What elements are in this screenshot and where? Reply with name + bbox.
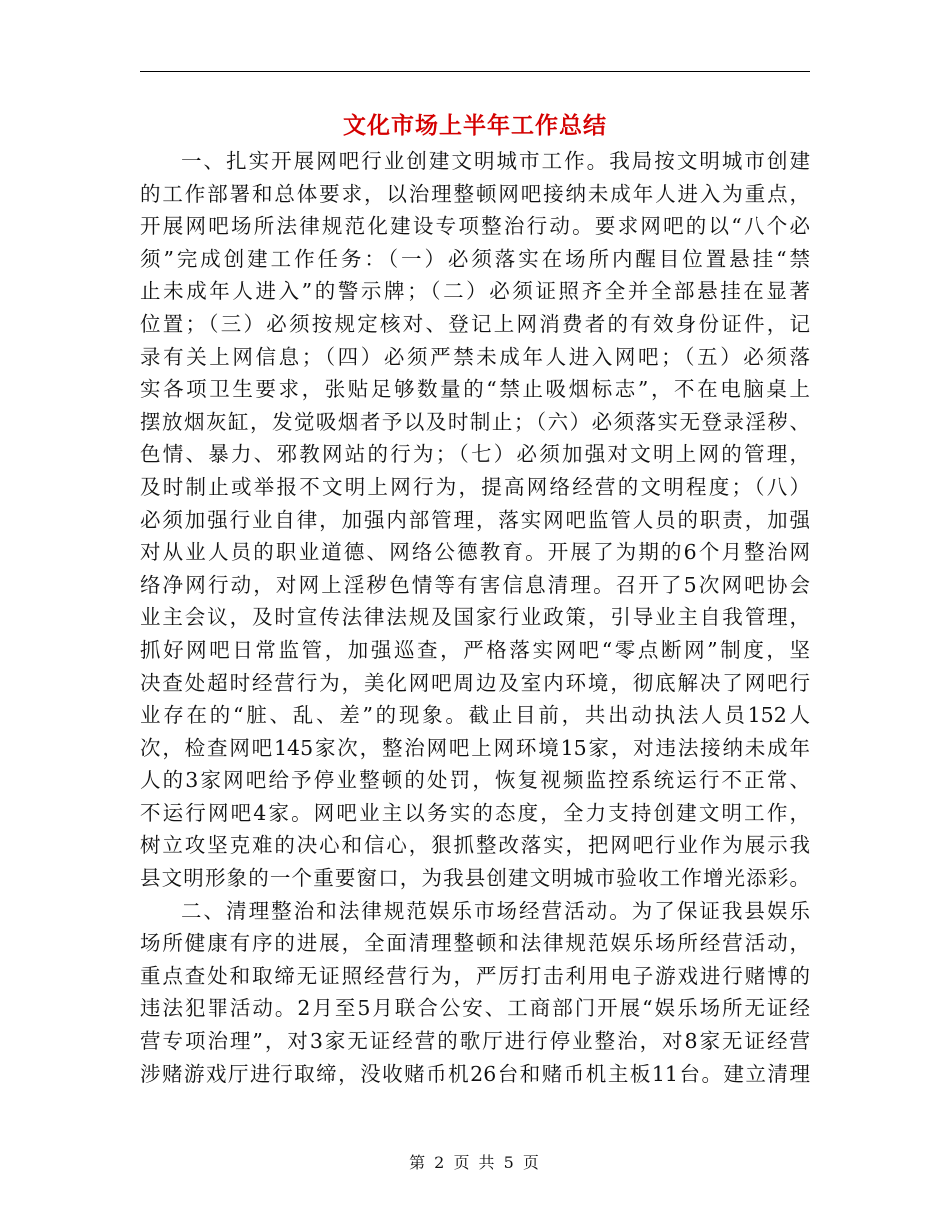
paragraph-1-line-12: 必须加强行业自律，加强内部管理，落实网吧监管人员的职责，加强 <box>140 507 810 532</box>
paragraph-1-line-16: 抓好网吧日常监管，加强巡查，严格落实网吧“零点断网”制度，坚 <box>140 637 810 662</box>
paragraph-2-line-4: 违法犯罪活动。2月至5月联合公安、工商部门开展“娱乐场所无证经 <box>140 996 810 1021</box>
paragraph-1-line-8: 实各项卫生要求，张贴足够数量的“禁止吸烟标志”，不在电脑桌上 <box>140 377 810 402</box>
paragraph-1-line-15: 业主会议，及时宣传法律法规及国家行业政策，引导业主自我管理， <box>140 605 810 630</box>
paragraph-2-line-3: 重点查处和取缔无证照经营行为，严厉打击利用电子游戏进行赌博的 <box>140 963 810 988</box>
paragraph-1-line-22: 树立攻坚克难的决心和信心，狠抓整改落实，把网吧行业作为展示我 <box>140 833 810 858</box>
paragraph-1-line-23: 县文明形象的一个重要窗口，为我县创建文明城市验收工作增光添彩。 <box>140 866 810 891</box>
document-title: 文化市场上半年工作总结 <box>343 112 607 139</box>
paragraph-1-line-1: 一、扎实开展网吧行业创建文明城市工作。我局按文明城市创建 <box>181 149 810 173</box>
paragraph-1-line-9: 摆放烟灰缸，发觉吸烟者予以及时制止；（六）必须落实无登录淫秽、 <box>140 409 810 434</box>
paragraph-2-line-5: 营专项治理”，对3家无证经营的歌厅进行停业整治，对8家无证经营 <box>140 1029 810 1054</box>
paragraph-1-line-14: 络净网行动，对网上淫秽色情等有害信息清理。召开了5次网吧协会 <box>140 572 810 597</box>
document-body <box>140 145 810 1090</box>
paragraph-1-line-2: 的工作部署和总体要求，以治理整顿网吧接纳未成年人进入为重点， <box>140 181 810 206</box>
paragraph-2-line-2: 场所健康有序的进展，全面清理整顿和法律规范娱乐场所经营活动， <box>140 931 810 956</box>
paragraph-2-line-1: 二、清理整治和法律规范娱乐市场经营活动。为了保证我县娱乐 <box>181 898 810 923</box>
header-rule <box>140 71 810 72</box>
paragraph-1-line-5: 止未成年人进入”的警示牌；（二）必须证照齐全并全部悬挂在显著 <box>140 279 810 304</box>
paragraph-1-line-7: 录有关上网信息；（四）必须严禁未成年人进入网吧；（五）必须落 <box>140 344 810 369</box>
paragraph-2-line-6: 涉赌游戏厅进行取缔，没收赌币机26台和赌币机主板11台。建立清理 <box>140 1061 810 1086</box>
paragraph-1-line-4: 须”完成创建工作任务：（一）必须落实在场所内醒目位置悬挂“禁 <box>140 246 810 271</box>
paragraph-1-line-21: 不运行网吧4家。网吧业主以务实的态度，全力支持创建文明工作， <box>140 800 810 825</box>
page-number: 第 2 页 共 5 页 <box>409 1153 541 1172</box>
paragraph-1-line-18: 业存在的“脏、乱、差”的现象。截止目前，共出动执法人员152人 <box>140 703 810 728</box>
paragraph-1-line-3: 开展网吧场所法律规范化建设专项整治行动。要求网吧的以“八个必 <box>140 214 810 239</box>
paragraph-1-line-13: 对从业人员的职业道德、网络公德教育。开展了为期的6个月整治网 <box>140 540 810 565</box>
paragraph-1-line-17: 决查处超时经营行为，美化网吧周边及室内环境，彻底解决了网吧行 <box>140 670 810 695</box>
paragraph-1-line-10: 色情、暴力、邪教网站的行为；（七）必须加强对文明上网的管理， <box>140 442 810 467</box>
paragraph-1-line-20: 人的3家网吧给予停业整顿的处罚，恢复视频监控系统运行不正常、 <box>140 768 810 793</box>
paragraph-1-line-11: 及时制止或举报不文明上网行为，提高网络经营的文明程度；（八） <box>140 474 810 499</box>
paragraph-1-line-19: 次，检查网吧145家次，整治网吧上网环境15家，对违法接纳未成年 <box>140 735 810 760</box>
paragraph-1-line-6: 位置；（三）必须按规定核对、登记上网消费者的有效身份证件，记 <box>140 311 810 336</box>
